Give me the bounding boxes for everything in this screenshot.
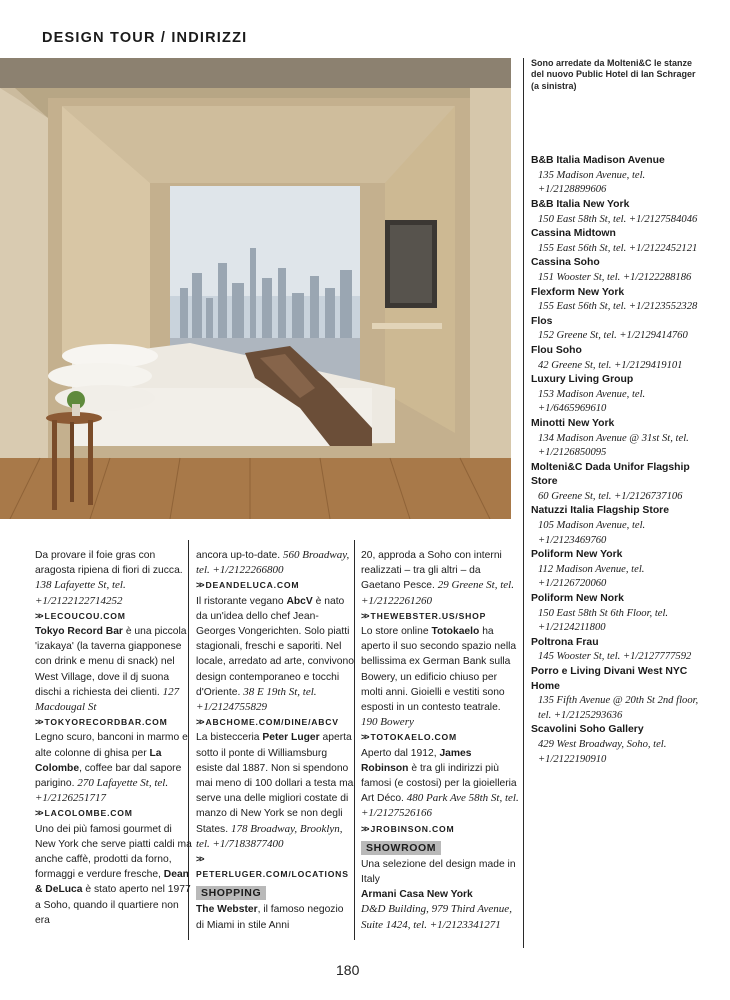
link-lacolombe[interactable]: >> LACOLOMBE.COM [35, 806, 193, 821]
link-totokaelo[interactable]: >> TOTOKAELO.COM [361, 730, 519, 745]
address-list-column [523, 58, 703, 948]
store-address: 429 West Broadway, Soho, tel. +1/2122190910 [538, 738, 667, 765]
store-name: B&B Italia New York [531, 199, 630, 210]
paragraph-totokaelo: Lo store online Totokaelo ha aperto il suo secondo spazio nella bellissima ex German Bank sulla Bowery, un edificio chiuso per molti anni. Gioielli e vestiti sono esposti in un contesto teatrale. 190 Bowery [361, 626, 517, 729]
text-column-3 [361, 548, 519, 933]
store-entry [531, 665, 703, 723]
paragraph-tokyo-record-bar: Tokyo Record Bar è una piccola 'izakaya' (la taverna giapponese con drink e menu di snack) nel West Village, dove il dj suona dischi a richiesta dei clienti. 127 Macdougal St [35, 626, 187, 714]
arrow-icon: >> [196, 854, 203, 865]
store-name: Scavolini Soho Gallery [531, 724, 644, 736]
arrow-icon: >> [196, 717, 203, 728]
store-name: Poliform New York [531, 549, 623, 561]
store-name: Porro e Living Divani West NYC Home [531, 666, 688, 692]
store-entry [531, 154, 703, 198]
store-address: 42 Greene St, tel. +1/2129419101 [538, 359, 683, 371]
store-name: Natuzzi Italia Flagship Store [531, 505, 669, 517]
store-entry [531, 461, 703, 505]
store-entry [531, 198, 703, 227]
store-name: Luxury Living Group [531, 374, 634, 386]
section-label-showroom: SHOWROOM [361, 841, 441, 855]
store-entry [531, 504, 703, 548]
store-address: 145 Wooster St, tel. +1/2127777592 [538, 651, 692, 663]
arrow-icon: >> [35, 808, 42, 819]
section-label-shopping: SHOPPING [196, 886, 266, 900]
page-number: 180 [336, 962, 360, 978]
link-lecoucou[interactable]: >> LECOUCOU.COM [35, 609, 193, 624]
arrow-icon: >> [361, 610, 368, 621]
store-entry [531, 227, 703, 256]
store-address: 112 Madison Avenue, tel. +1/2126720060 [538, 563, 645, 590]
column-divider [354, 540, 355, 940]
store-address: 134 Madison Avenue @ 31st St, tel. +1/2126850095 [538, 432, 689, 459]
store-address: 150 East 58th St 6th Floor, tel. +1/2124211800 [538, 607, 669, 634]
store-entry [531, 315, 703, 344]
store-entry [531, 373, 703, 417]
link-peterluger[interactable]: >>PETERLUGER.COM/LOCATIONS [196, 854, 349, 880]
arrow-icon: >> [35, 717, 42, 728]
store-name: Flou Soho [531, 344, 582, 356]
store-name: Poliform New Nork [531, 593, 624, 605]
photo-caption: Sono arredate da Molteni&C le stanze del nuovo Public Hotel di Ian Schrager (a sinistra) [531, 58, 696, 91]
text-column-2 [196, 548, 354, 933]
paragraph-dean-deluca: Uno dei più famosi gourmet di New York che serve piatti caldi ma anche caffè, prodotti da forno, formaggi e verdure fresche, Dean & DeLuca è stato aperto nel 1977 a Soho, quando il quartiere non era [35, 823, 192, 926]
store-address: 153 Madison Avenue, tel. +1/6465969610 [538, 388, 646, 415]
store-entry [531, 723, 703, 767]
paragraph-the-webster: The Webster, il famoso negozio di Miami in stile Anni [196, 904, 344, 931]
text-column-1 [35, 548, 193, 928]
paragraph-abcv: Il ristorante vegano AbcV è nato da un'idea dello chef Jean-Georges Vongerichten. Solo piatti stagionali, freschi e saporiti. Nel locale, arredato ad arte, convivono design contemporaneo e tocchi d'Oriente. 38 E 19th St, tel. +1/2124755829 [196, 595, 354, 714]
arrow-icon: >> [361, 823, 368, 834]
store-address: 152 Greene St, tel. +1/2129414760 [538, 330, 688, 342]
store-entry [531, 344, 703, 373]
hotel-room-photo [0, 58, 511, 519]
store-name: Minotti New York [531, 417, 615, 429]
store-name: Flexform New York [531, 286, 625, 298]
link-deandeluca[interactable]: >> DEANDELUCA.COM [196, 578, 354, 593]
section-header: DESIGN TOUR / INDIRIZZI [42, 30, 248, 46]
arrow-icon: >> [35, 610, 42, 621]
store-address: 105 Madison Avenue, tel. +1/2123469760 [538, 520, 646, 546]
store-name: Poltrona Frau [531, 636, 599, 648]
store-entry [531, 636, 703, 665]
store-entry [531, 256, 703, 285]
store-name: Cassina Soho [531, 257, 600, 269]
store-address: 135 Fifth Avenue @ 20th St 2nd floor, tel. +1/2125293636 [538, 695, 699, 721]
store-address: 151 Wooster St, tel. +1/2122288186 [538, 271, 692, 283]
store-address: 155 East 56th St, tel. +1/2123552328 [538, 301, 698, 313]
paragraph-james-robinson: Aperto dal 1912, James Robinson è tra gli indirizzi più famosi (e costosi) per la gioielleria Art Déco. 480 Park Ave 58th St, tel. +1/2127526166 [361, 747, 519, 820]
link-tokyorecordbar[interactable]: >> TOKYORECORDBAR.COM [35, 715, 193, 730]
store-name: Molteni&C Dada Unifor Flagship Store [531, 461, 690, 488]
arrow-icon: >> [196, 580, 203, 591]
paragraph-la-colombe: Legno scuro, banconi in marmo e alte colonne di ghisa per La Colombe, coffee bar dal sapore parigino. 270 Lafayette St, tel. +1/2126251717 [35, 732, 188, 805]
paragraph-peter-luger: La bistecceria Peter Luger aperta sotto il ponte di Williamsburg esiste dal 1887. Non si spendono mai meno di 100 dollari a testa ma serve una delle migliori costate di manzo di New York se non degli States. 178 Broadway, Brooklyn, tel. +1/7183877400 [196, 732, 354, 850]
paragraph-the-webster-cont: 20, approda a Soho con interni realizzati – tra gli altri – da Gaetano Pesce. 29 Greene St, tel. +1/2122261260 [361, 550, 514, 607]
store-name: B&B Italia Madison Avenue [531, 155, 665, 167]
store-address: 135 Madison Avenue, tel. +1/2128899606 [538, 169, 646, 196]
store-name: Cassina Midtown [531, 228, 616, 240]
store-address: 60 Greene St, tel. +1/2126737106 [538, 490, 683, 502]
store-entry [531, 286, 703, 315]
link-abchome[interactable]: >> ABCHOME.COM/DINE/ABCV [196, 715, 354, 730]
store-name: Flos [531, 315, 553, 327]
paragraph-le-coucou: Da provare il foie gras con aragosta ripiena di fiori di zucca. 138 Lafayette St, tel. +1/2122122714252 [35, 550, 183, 607]
store-entry [531, 548, 703, 592]
store-entry [531, 592, 703, 636]
store-list [531, 154, 703, 767]
store-entry [531, 417, 703, 461]
paragraph-dean-deluca-cont: ancora up-to-date. 560 Broadway, tel. +1/2122266800 [196, 549, 350, 577]
store-address: 150 East 58th St, tel. +1/2127584046 [538, 213, 698, 225]
link-jrobinson[interactable]: >> JROBINSON.COM [361, 822, 519, 837]
paragraph-armani-casa: Armani Casa New York D&D Building, 979 Third Avenue, Suite 1424, tel. +1/2123341271 [361, 889, 512, 931]
arrow-icon: >> [361, 732, 368, 743]
store-address: 155 East 56th St, tel. +1/2122452121 [538, 242, 698, 254]
paragraph-showroom-intro: Una selezione del design made in Italy [361, 858, 516, 886]
link-thewebster[interactable]: >> THEWEBSTER.US/SHOP [361, 609, 519, 624]
